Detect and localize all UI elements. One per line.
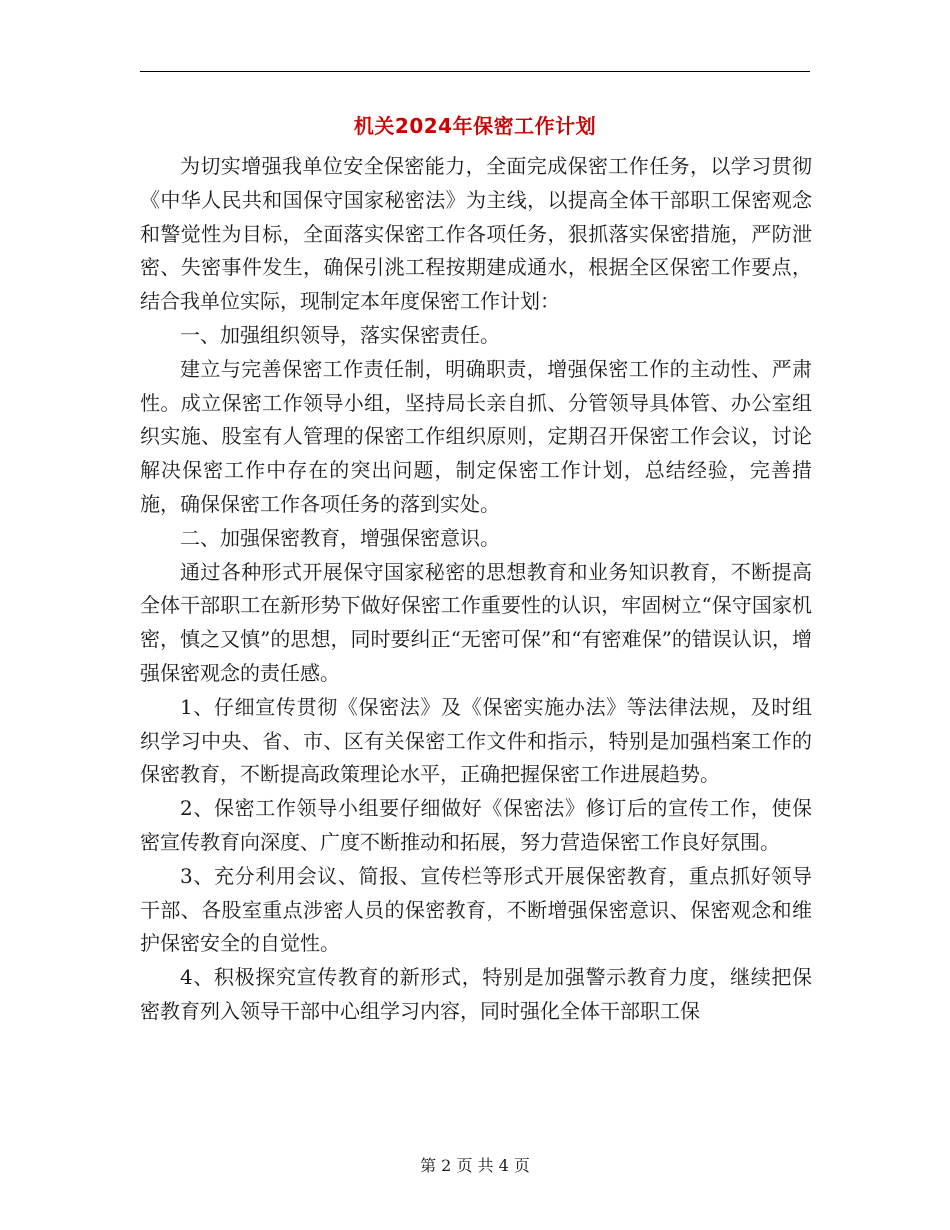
paragraph-education: 通过各种形式开展保守国家秘密的思想教育和业务知识教育，不断提高全体干部职工在新形势下做好保密工作重要性的认识，牢固树立“保守国家机密，慎之又慎”的思想，同时要纠正“无密可保”和“有密难保”的错误认识，增强保密观念的责任感。 xyxy=(140,559,812,685)
list-item-1: 1、仔细宣传贯彻《保密法》及《保密实施办法》等法律法规，及时组织学习中央、省、市、区有关保密工作文件和指示，特别是加强档案工作的保密教育，不断提高政策理论水平，正确把握保密工作进展趋势。 xyxy=(140,694,812,787)
list-item-4: 4、积极探究宣传教育的新形式，特别是加强警示教育力度，继续把保密教育列入领导干部中心组学习内容，同时强化全体干部职工保 xyxy=(140,965,812,1023)
list-item-2: 2、保密工作领导小组要仔细做好《保密法》修订后的宣传工作，使保密宣传教育向深度、广度不断推动和拓展，努力营造保密工作良好氛围。 xyxy=(140,796,812,854)
section-heading-2: 二、加强保密教育，增强保密意识。 xyxy=(180,525,500,550)
list-item-3: 3、充分利用会议、简报、宣传栏等形式开展保密教育，重点抓好领导干部、各股室重点涉密人员的保密教育，不断增强保密意识、保密观念和维护保密安全的自觉性。 xyxy=(140,863,812,956)
page-number: 第 2 页 共 4 页 xyxy=(420,1156,530,1175)
paragraph-intro: 为切实增强我单位安全保密能力，全面完成保密工作任务，以学习贯彻《中华人民共和国保守国家秘密法》为主线，以提高全体干部职工保密观念和警觉性为目标，全面落实保密工作各项任务，狠抓落实保密措施，严防泄密、失密事件发生，确保引洮工程按期建成通水，根据全区保密工作要点，结合我单位实际，现制定本年度保密工作计划： xyxy=(140,154,812,314)
document-title: 机关2024年保密工作计划 xyxy=(353,114,597,138)
section-heading-1: 一、加强组织领导，落实保密责任。 xyxy=(180,322,500,347)
document-body xyxy=(140,150,812,1029)
header-rule xyxy=(140,71,810,72)
paragraph-responsibility: 建立与完善保密工作责任制，明确职责，增强保密工作的主动性、严肃性。成立保密工作领导小组，坚持局长亲自抓、分管领导具体管、办公室组织实施、股室有人管理的保密工作组织原则，定期召开保密工作会议，讨论解决保密工作中存在的突出问题，制定保密工作计划，总结经验，完善措施，确保保密工作各项任务的落到实处。 xyxy=(140,356,812,516)
